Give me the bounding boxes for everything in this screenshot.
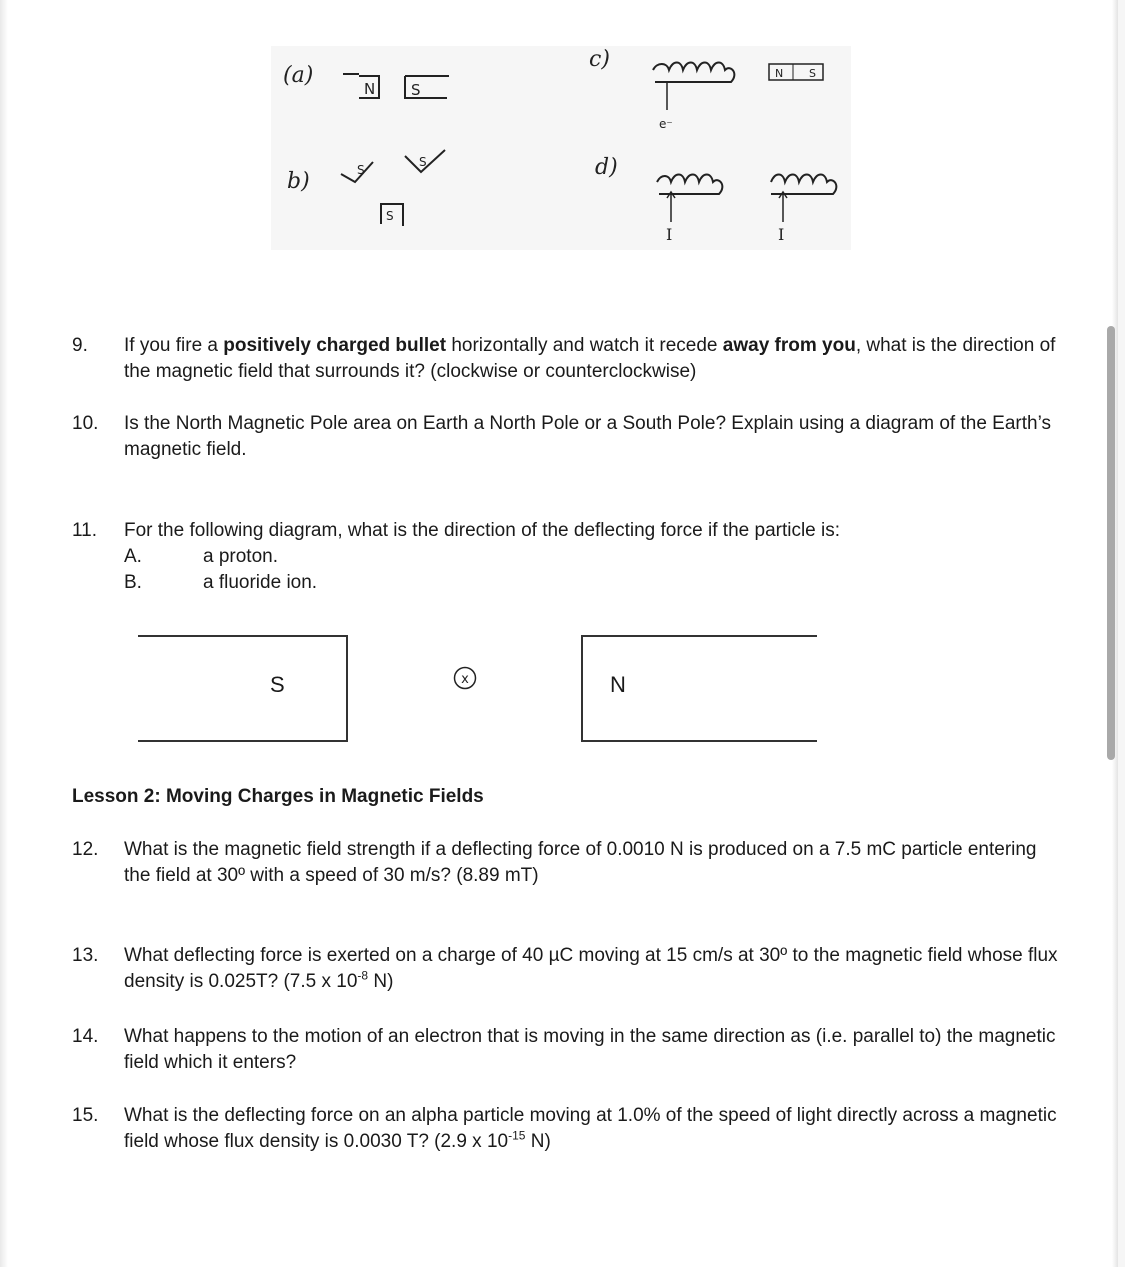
question-9-text: If you fire a positively charged bullet horizontally and watch it recede away from you, what is the direction of the magnetic field that surrounds it? (clockwise or counterclockwise)	[124, 335, 1056, 382]
question-13-number: 13.	[72, 945, 99, 966]
sketch-s-label-2: S	[357, 163, 365, 177]
question-15-number: 15.	[72, 1105, 99, 1126]
lesson-heading: Lesson 2: Moving Charges in Magnetic Fields	[72, 786, 484, 807]
sketch-label-d: d)	[595, 155, 618, 180]
sketch-label-b: b)	[287, 169, 310, 194]
question-9-number: 9.	[72, 335, 88, 356]
question-11-text: For the following diagram, what is the direction of the deflecting force if the particle is:	[124, 520, 841, 541]
scrollbar-thumb[interactable]	[1107, 326, 1115, 760]
south-magnet-face	[346, 635, 348, 742]
sketch-s-label: S	[411, 81, 421, 99]
question-11-number: 11.	[72, 520, 98, 541]
sketch-ns-n: N	[775, 67, 784, 80]
north-pole-label: N	[610, 672, 626, 697]
sketch-s-label-4: S	[386, 209, 394, 223]
question-11-sub-a-letter: A.	[124, 546, 142, 567]
question-14-text: What happens to the motion of an electron that is moving in the same direction as (i.e. parallel to) the magnetic field which it enters?	[124, 1026, 1056, 1073]
north-magnet-bottom-edge	[581, 740, 817, 742]
south-pole-label: S	[270, 672, 285, 697]
handwritten-magnet-sketch	[271, 46, 851, 250]
question-15-text: What is the deflecting force on an alpha particle moving at 1.0% of the speed of light directly across a magnetic field whose flux density is 0.0030 T? (2.9 x $10^{-15}$ N)	[124, 1105, 1057, 1152]
question-12-text: What is the magnetic field strength if a deflecting force of 0.0010 N is produced on a 7.5 mC particle entering the field at 30º with a speed of 30 m/s? (8.89 mT)	[124, 839, 1037, 886]
sketch-ns-s: S	[809, 67, 816, 80]
sketch-label-c: c)	[589, 47, 610, 72]
sketch-label-a: (a)	[283, 63, 314, 88]
scrollbar-track[interactable]	[1118, 0, 1125, 1267]
sketch-s-label-3: S	[419, 155, 427, 169]
question-10-number: 10.	[72, 413, 99, 434]
question-11-sub-b-text: a fluoride ion.	[203, 572, 318, 593]
page-edge-left	[0, 0, 8, 1267]
sketch-current-2: I	[778, 225, 785, 244]
north-magnet-face	[581, 635, 583, 742]
question-13-text: What deflecting force is exerted on a charge of 40 µC moving at 15 cm/s at 30º to the magnetic field whose flux density is 0.025T? (7.5 x $10^{-8}$ N)	[124, 945, 1058, 992]
south-magnet-bottom-edge	[138, 740, 347, 742]
sketch-n-label: N	[364, 80, 376, 98]
sketch-electron-label: e⁻	[659, 117, 673, 131]
question-12-number: 12.	[72, 839, 99, 860]
question-11-sub-a-text: a proton.	[203, 546, 278, 567]
question-14-number: 14.	[72, 1026, 99, 1047]
question-11-sub-b-letter: B.	[124, 572, 142, 593]
north-magnet-top-edge	[581, 635, 817, 637]
question-10-text: Is the North Magnetic Pole area on Earth a North Pole or a South Pole? Explain using a diagram of the Earth’s magnetic field.	[124, 413, 1051, 460]
south-magnet-top-edge	[138, 635, 347, 637]
sketch-current-1: I	[666, 225, 673, 244]
field-symbol: x	[461, 672, 469, 687]
field-into-page-icon	[453, 666, 477, 690]
